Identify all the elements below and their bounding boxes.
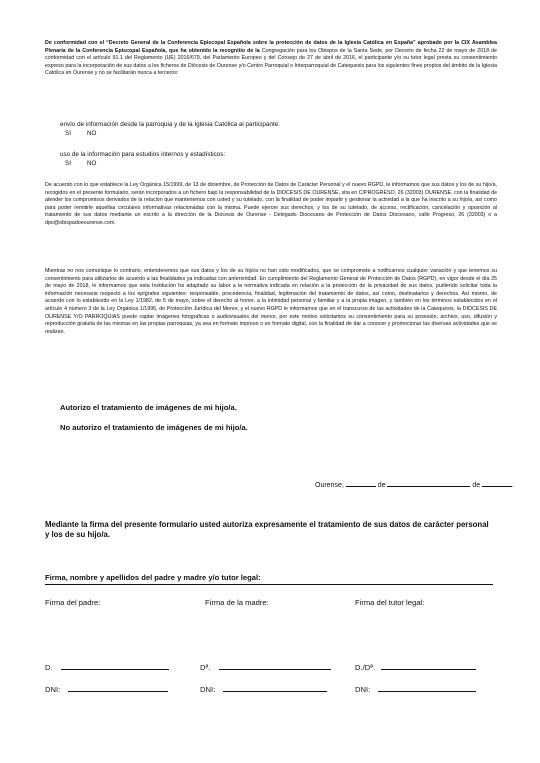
father-name-field[interactable] xyxy=(61,662,169,670)
tutor-name-field[interactable] xyxy=(381,662,476,670)
date-city: Ourense, xyxy=(315,482,344,489)
image-rights-paragraph: Mientras no nos comunique lo contrario, entenderemos que sus datos y los de su hijo/a no han sido modificados, que se compromete a notificarnos cualquier variación y que tenemos su consentimiento para utilizarlos de acuerdo a las finalidades ya indicadas con anterioridad. En cumplimiento del Reglamento General de Protección de Datos (RGPD), en vigor desde el día 25 de mayo de 2018, le informamos que esta Institución ha adaptado su labor a la normativa indicada en relación a la protección de la privacidad de sus datos, pudiendo solicitar toda la información necesaria respecto a los epígrafes siguientes: responsable, procedencia, finalidad, legitimación del tratamiento de datos, así como, destinatarios y derechos. Así mismo, de acuerdo con lo establecido en la Ley 1/1982, de 5 de mayo, sobre el derecho al honor, a la intimidad personal y familiar y a la propia imagen, y también en los términos establecidos en el artículo 4 número 3 de la Ley Orgánica 1/1996, de Protección Jurídica del Menor, y el nuevo RGPD le informamos que en el transcurso de las actividades de la Catequesis, la DIOCESIS DE OURENSE Y/O PARROQUIAS puede captar imágenes fotográficas o audiovisuales del menor, por este motivo solicitamos su consentimiento para su posesión, archivo, uso, difusión y reproducción gratuita de las mismas en las propias parroquias, ya sea en formato impreso o en formato digital, con la finalidad de dar a conocer y promocionar las diversas actividades que se realizan. xyxy=(45,268,497,335)
mother-name-field[interactable] xyxy=(219,662,331,670)
option-info-choices xyxy=(65,130,109,137)
intro-bold: De conformidad con el “Decreto General de la Conferencia Episcopal Española sobre la protección de datos de la Iglesia Católica en España” aprobado por la CIX Asamblea Plenaria de la Conferencia Episcopal Española, que ha obtenido la recognitio de la xyxy=(45,40,497,54)
option-stats-no[interactable]: NO xyxy=(87,160,97,167)
date-de-2: de xyxy=(472,482,481,489)
option-stats-choices xyxy=(65,160,109,167)
mother-dni-label: DNI: xyxy=(200,685,216,694)
signature-divider xyxy=(45,584,493,585)
year-field[interactable] xyxy=(482,480,512,487)
signature-title: Firma, nombre y apellidos del padre y madre y/o tutor legal: xyxy=(45,573,261,582)
authorize-images-option[interactable]: Autorizo el tratamiento de imágenes de mi hijo/a. xyxy=(60,403,237,412)
tutor-name-prefix: D./Dª. xyxy=(355,663,376,672)
tutor-dni-label: DNI: xyxy=(355,685,371,694)
option-stats-label: uso de la información para estudios internos y estadísticos: xyxy=(60,151,226,158)
father-name-prefix: D. xyxy=(45,663,53,672)
signature-notice: Mediante la firma del presente formulario usted autoriza expresamente el tratamiento de sus datos de carácter personal y los de su hijo/a. xyxy=(45,520,489,539)
option-stats-si[interactable]: SI xyxy=(65,160,71,167)
father-signature-label: Firma del padre: xyxy=(45,598,101,607)
date-de-1: de xyxy=(377,482,386,489)
father-name-row xyxy=(45,662,169,672)
mother-name-row xyxy=(200,662,331,672)
tutor-signature-label: Firma del tutor legal: xyxy=(355,598,425,607)
mother-signature-label: Firma de la madre: xyxy=(205,598,269,607)
option-info-no[interactable]: NO xyxy=(87,130,97,137)
tutor-dni-field[interactable] xyxy=(378,684,476,692)
intro-rest: Congregación para los Obispos de la Santa Sede, por Decreto de fecha 22 de mayo de 2018 de conformidad con el artículo 91.1 del Reglamento (UE) 2016/679, del Parlamento Europeo y del Consejo de 27 de abril de 2016, el participante y/o su tutor legal presta su consentimiento expreso para la incorporación de sus datos a los ficheros de Diócesis de Ourense y/o Centro Parroquial o Interparroquial de Catequesis para los siguientes fines propios del ámbito de la Iglesia Católica en Ourense y no se facilitarán nunca a terceros: xyxy=(45,47,497,77)
mother-name-prefix: Dª. xyxy=(200,663,211,672)
option-info-label: envío de información desde la parroquia y de la Iglesia Católica al participante: xyxy=(60,121,280,128)
option-info-si[interactable]: SI xyxy=(65,130,71,137)
mother-dni-row xyxy=(200,684,327,694)
deny-images-option[interactable]: No autorizo el tratamiento de imágenes de mi hijo/a. xyxy=(60,423,248,432)
data-protection-paragraph: De acuerdo con lo que establece la Ley Orgánica 15/1999, de 13 de diciembre, de Protección de Datos de Carácter Personal y el nuevo RGPD, le informamos que sus datos y los de su hijo/a, recogidos en el presente formulario, serán incorporados a un fichero bajo la responsabilidad de la DIOCESIS DE OURENSE, sita en C/PROGRESO, 26 (32003) OURENSE, con la finalidad de atender los compromisos derivados de la relación que mantenemos con usted y su tutelado, con la finalidad de poder impartir y gestionar la actividad a la que ha inscrito a su hijo/a, así como para poder remitirle aquellas circulares informativas relacionadas con la misma. Puede ejercer sus derechos, y los de su tutelado, de acceso, rectificación, cancelación y oposición al tratamiento de sus datos mediante un escrito a la dirección de la Diócesis de Ourense - Delegado Diocesano de Protección de Datos Diocesano, calle Progreso, 26 (32003) o a dpo@obispadoeourense.com. xyxy=(45,182,497,226)
father-dni-label: DNI: xyxy=(45,685,61,694)
mother-dni-field[interactable] xyxy=(223,684,327,692)
tutor-dni-row xyxy=(355,684,476,694)
month-field[interactable] xyxy=(387,480,470,487)
intro-paragraph xyxy=(45,40,497,78)
tutor-name-row xyxy=(355,662,476,672)
father-dni-field[interactable] xyxy=(68,684,168,692)
father-dni-row xyxy=(45,684,168,694)
day-field[interactable] xyxy=(346,480,376,487)
date-line: Ourense, de de . xyxy=(315,482,515,489)
